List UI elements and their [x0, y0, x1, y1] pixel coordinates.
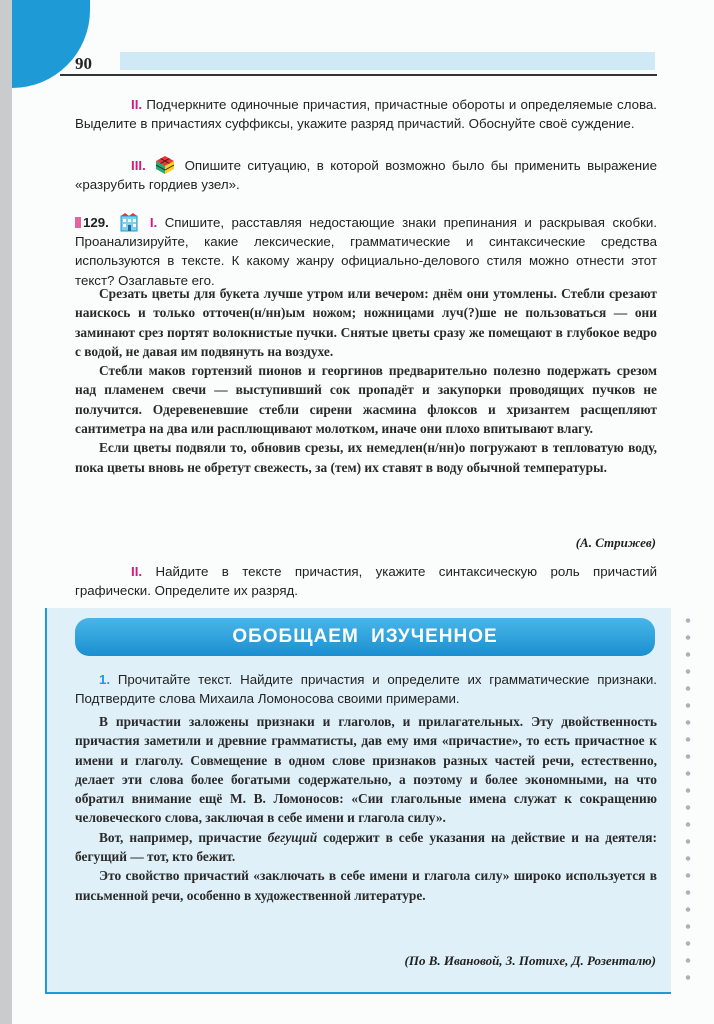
- task-text: Опишите ситуацию, в которой возможно было бы применить выражение «разрубить гордиев узел».: [75, 158, 657, 193]
- paragraph: Стебли маков гортензий пионов и георгинов предварительно полезно подержать срезом над пламенем свечи — выступивший сок пропадёт и закупорки проводящих пучков не получится. Одеревеневшие стебли сирени жасмина флоксов и хризантем расщепляют сантиметра на два или расплющивают молотком, иначе они плохо впитывают влагу.: [75, 363, 657, 437]
- summary-text: [75, 712, 657, 905]
- paragraph: В причастии заложены признаки и глаголов, и прилагательных. Эту двойственность причастия заметили и древние грамматисты, дав ему имя «причастие», то есть причастное к имени и глаголу. Совмещение в одном слове признаков разных частей речи, естественно, делает эти слова более богатыми содержательно, а поэтому и более экономными, на что обратил внимание ещё М. В. Ломоносов: «Сии глагольные имена служат к сокращению человеческого слова, заключая в себе имени и глагола силу».: [75, 714, 657, 826]
- page-number: 90: [75, 54, 92, 73]
- page-edge: [0, 0, 12, 1024]
- header-rule: [60, 74, 657, 76]
- attribution: (По В. Ивановой, З. Потихе, Д. Розенталю): [404, 953, 656, 968]
- task-text: Найдите в тексте причастия, укажите синтаксическую роль причастий графически. Определите их разряд.: [75, 564, 658, 599]
- task-text: Подчеркните одиночные причастия, причастные обороты и определяемые слова. Выделите в причастиях суффиксы, укажите разряд причастий. Обоснуйте своё суждение.: [75, 97, 657, 132]
- italic-word: бегущий: [267, 829, 318, 845]
- exercise-129-task: [75, 212, 657, 290]
- paragraph: Если цветы подвяли то, обновив срезы, их немедлен(н/нн)о погружают в тепловатую воду, пока цветы вновь не обретут свежесть, за (тем) их ставят в воду обычной температуры.: [75, 440, 657, 475]
- paragraph: Это свойство причастий «заключать в себе имени и глагола силу» широко используется в письменной речи, особенно в художественной литературе.: [75, 868, 657, 903]
- paragraph: [75, 828, 657, 867]
- exercise-129-task-ii: [75, 562, 657, 600]
- task-numeral: I.: [149, 215, 158, 230]
- text: Вот, например, причастие: [99, 829, 268, 845]
- author: (А. Стрижев): [575, 535, 656, 550]
- task-text: Прочитайте текст. Найдите причастия и определите их грамматические признаки. Подтвердите слова Михаила Ломоносова своими примерами.: [75, 672, 657, 707]
- exercise-number: 129.: [75, 215, 109, 230]
- dotted-border: [685, 612, 691, 992]
- task-number: 1.: [99, 672, 111, 687]
- task-iii: [75, 155, 657, 194]
- summary-title: ОБОБЩАЕМ ИЗУЧЕННОЕ: [75, 618, 655, 656]
- task-ii: [75, 95, 657, 133]
- task-numeral: III.: [131, 158, 146, 173]
- header-bar: [120, 52, 655, 70]
- exercise-text: [75, 284, 657, 477]
- rubiks-cube-icon: [155, 155, 175, 175]
- paragraph: Срезать цветы для букета лучше утром или вечером: днём они утомлены. Стебли срезают наискось и только отточен(н/нн)ым ножом; ножницами луч(?)ше не пользоваться — они заминают срез портят волокнистые пучки. Снятые цветы сразу же помещают в глубокое ведро с водой, не давая им подвянуть на воздухе.: [75, 286, 657, 359]
- task-text: Спишите, расставляя недостающие знаки препинания и раскрывая скобки. Проанализируйте, какие лексические, грамматические и синтаксические средства используются в тексте. К какому жанру официально-делового стиля можно отнести этот текст? Озаглавьте его.: [75, 215, 658, 288]
- building-icon: [119, 212, 139, 232]
- text: содержит в себе указания на действие и на деятеля: бегущий — тот, кто бежит.: [75, 829, 658, 865]
- task-numeral: II.: [131, 97, 143, 112]
- task-numeral: II.: [131, 564, 143, 579]
- summary-task: [75, 670, 657, 708]
